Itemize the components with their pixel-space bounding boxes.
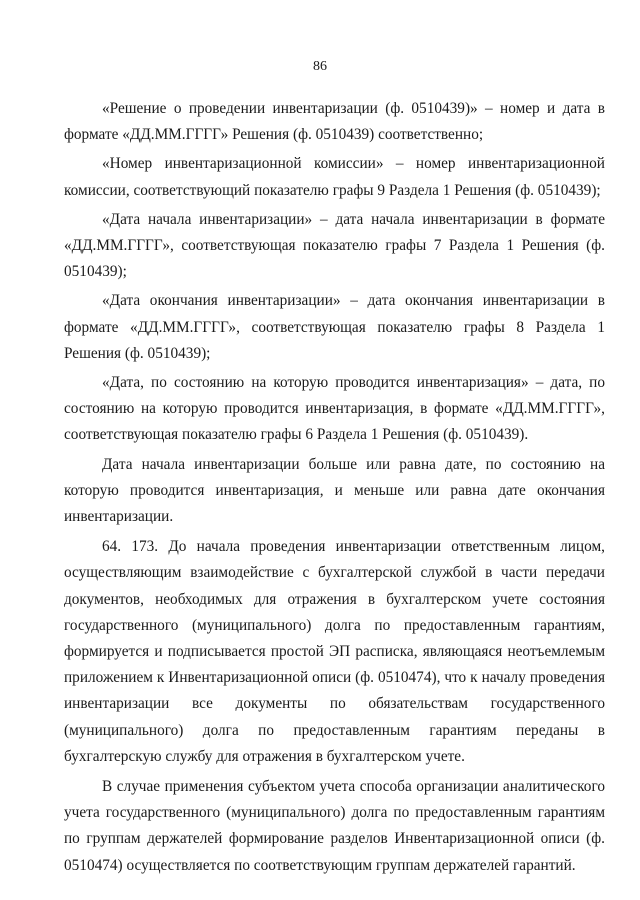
paragraph-start-date: «Дата начала инвентаризации» – дата начала инвентаризации в формате «ДД.ММ.ГГГГ», соответствующая показателю графы 7 Раздела 1 Решения (ф. 0510439); <box>64 210 605 281</box>
paragraph-holder-groups: В случае применения субъектом учета способа организации аналитического учета государственного (муниципального) долга по предоставленным гарантиям по группам держателей формирование разделов Инвентаризационной описи (ф. 0510474) осуществляется по соответствующим группам держателей гарантий. <box>64 778 605 874</box>
paragraph-date-rule: Дата начала инвентаризации больше или равна дате, по состоянию на которую проводится инвентаризация, и меньше или равна дате окончания инвентаризации. <box>64 455 605 526</box>
document-body <box>64 96 605 882</box>
page-number: 86 <box>313 59 327 74</box>
paragraph-inventory-decision: «Решение о проведении инвентаризации (ф. 0510439)» – номер и дата в формате «ДД.ММ.ГГГГ» Решения (ф. 0510439) соответственно; <box>64 100 605 144</box>
paragraph-commission-number: «Номер инвентаризационной комиссии» – номер инвентаризационной комиссии, соответствующий показателю графы 9 Раздела 1 Решения (ф. 0510439); <box>64 155 605 199</box>
paragraph-end-date: «Дата окончания инвентаризации» – дата окончания инвентаризации в формате «ДД.ММ.ГГГГ», соответствующая показателю графы 8 Раздела 1 Решения (ф. 0510439); <box>64 292 605 362</box>
paragraph-as-of-date: «Дата, по состоянию на которую проводится инвентаризация» – дата, по состоянию на которую проводится инвентаризация, в формате «ДД.ММ.ГГГГ», соответствующая показателю графы 6 Раздела 1 Решения (ф. 0510439). <box>64 374 605 444</box>
paragraph-section-64-173: 64. 173. До начала проведения инвентаризации ответственным лицом, осуществляющим взаимодействие с бухгалтерской службой в части передачи документов, необходимых для отражения в бухгалтерском учете состояния государственного (муниципального) долга по предоставленным гарантиям, формируется и подписывается простой ЭП расписка, являющаяся неотъемлемым приложением к Инвентаризационной описи (ф. 0510474), что к началу проведения инвентаризации все документы по обязательствам государственного (муниципального) долга по предоставленным гарантиям переданы в бухгалтерскую службу для отражения в бухгалтерском учете. <box>64 538 605 765</box>
